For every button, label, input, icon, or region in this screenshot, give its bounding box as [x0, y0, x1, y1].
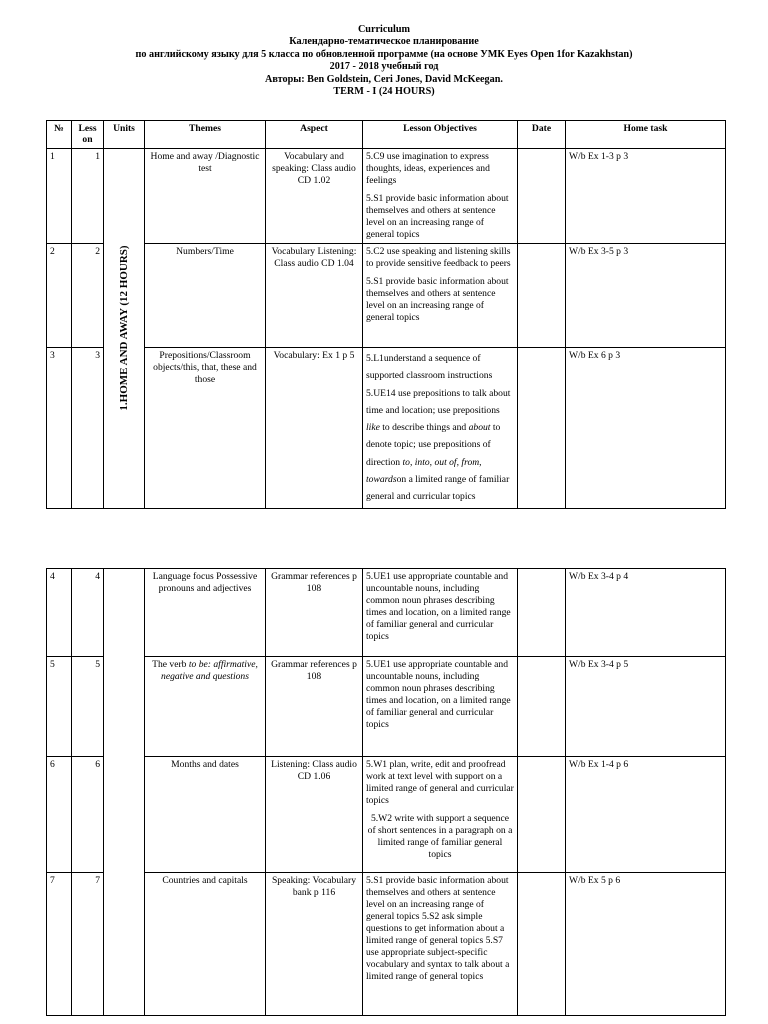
row-theme: Home and away /Diagnostic test — [145, 149, 266, 244]
row-objectives — [363, 244, 518, 348]
row-objectives — [363, 873, 518, 1016]
row-lesson: 7 — [72, 873, 104, 1016]
curriculum-table-1 — [46, 120, 726, 509]
objective: 5.W2 write with support a sequence of short sentences in a paragraph on a limited range of familiar general topics — [367, 813, 513, 860]
row-date — [518, 873, 566, 1016]
row-number: 3 — [47, 348, 72, 509]
row-home-task: W/b Ex 3-4 p 5 — [566, 657, 726, 757]
table-row — [47, 348, 726, 509]
row-date — [518, 657, 566, 757]
row-lesson: 2 — [72, 244, 104, 348]
row-aspect: Speaking: Vocabulary bank p 116 — [266, 873, 363, 1016]
col-header-lesson: Less on — [72, 121, 104, 149]
objective: 5.S1 provide basic information about themselves and others at sentence level on an increasing range of general topics — [366, 276, 509, 323]
row-objectives — [363, 657, 518, 757]
col-header-number: № — [47, 121, 72, 149]
row-home-task: W/b Ex 1-3 p 3 — [566, 149, 726, 244]
row-lesson: 6 — [72, 757, 104, 873]
unit-label: 1.HOME AND AWAY (12 HOURS) — [118, 245, 130, 411]
row-aspect: Vocabulary and speaking: Class audio CD 1.02 — [266, 149, 363, 244]
objective: 5.S2 ask simple questions to get information about a limited range of general topics — [366, 911, 505, 946]
row-number: 4 — [47, 569, 72, 657]
row-theme: Countries and capitals — [145, 873, 266, 1016]
row-lesson: 1 — [72, 149, 104, 244]
row-home-task: W/b Ex 1-4 p 6 — [566, 757, 726, 873]
table-row — [47, 149, 726, 244]
row-number: 5 — [47, 657, 72, 757]
table-header-row — [47, 121, 726, 149]
header-term: TERM - I (24 HOURS) — [333, 86, 435, 98]
document-header — [0, 24, 768, 98]
row-theme: The verb to be: affirmative, negative and questions — [145, 657, 266, 757]
row-date — [518, 569, 566, 657]
header-subtitle: Календарно-тематическое планирование — [289, 36, 479, 48]
curriculum-table-2 — [46, 568, 726, 1016]
row-aspect: Vocabulary: Ex 1 p 5 — [266, 348, 363, 509]
objective: 5.S1 provide basic information about themselves and others at sentence level on an increasing range of general topics — [366, 875, 509, 922]
row-lesson: 5 — [72, 657, 104, 757]
table-row — [47, 657, 726, 757]
row-theme: Language focus Possessive pronouns and adjectives — [145, 569, 266, 657]
col-header-themes: Themes — [145, 121, 266, 149]
col-header-objectives: Lesson Objectives — [363, 121, 518, 149]
row-objectives — [363, 757, 518, 873]
unit-cell — [104, 569, 145, 1016]
row-theme: Numbers/Time — [145, 244, 266, 348]
col-header-home-task: Home task — [566, 121, 726, 149]
row-aspect: Vocabulary Listening: Class audio CD 1.04 — [266, 244, 363, 348]
row-objectives: 5.L1understand a sequence of supported classroom instructions 5.UE14 use prepositions to talk about time and location; use prepositions like to describe things and about to denote topic; use prepositions of direction to, into, out of, from, towardson a limited range of familiar general and curricular topics — [363, 348, 518, 509]
objective: 5.UE1 use appropriate countable and uncountable nouns, including common noun phrases describing times and location, on a limited range of familiar general and curricular topics — [366, 659, 511, 730]
row-theme: Months and dates — [145, 757, 266, 873]
header-authors: Авторы: Ben Goldstein, Ceri Jones, David McKeegan. — [265, 73, 503, 85]
objective: 5.S7 use appropriate subject-specific vocabulary and syntax to talk about a limited range of general topics — [366, 935, 510, 982]
objective: 5.UE1 use appropriate countable and uncountable nouns, including common noun phrases describing times and location, on a limited range of familiar general and curricular topics — [366, 571, 511, 642]
row-date — [518, 149, 566, 244]
table-row — [47, 757, 726, 873]
objective: 5.C2 use speaking and listening skills to provide sensitive feedback to peers — [366, 246, 511, 269]
row-home-task: W/b Ex 3-4 p 4 — [566, 569, 726, 657]
header-program: по английскому языку для 5 класса по обновленной программе (на основе УМК Eyes Open 1for Kazakhstan) — [135, 48, 633, 60]
col-header-units: Units — [104, 121, 145, 149]
header-year: 2017 - 2018 учебный год — [329, 61, 439, 73]
row-home-task: W/b Ex 5 p 6 — [566, 873, 726, 1016]
row-number: 1 — [47, 149, 72, 244]
table-row — [47, 873, 726, 1016]
row-number: 7 — [47, 873, 72, 1016]
row-aspect: Grammar references p 108 — [266, 657, 363, 757]
objective: 5.S1 provide basic information about themselves and others at sentence level on an increasing range of general topics — [366, 193, 509, 240]
table-row — [47, 569, 726, 657]
col-header-date: Date — [518, 121, 566, 149]
row-home-task: W/b Ex 3-5 p 3 — [566, 244, 726, 348]
row-aspect: Listening: Class audio CD 1.06 — [266, 757, 363, 873]
row-objectives — [363, 149, 518, 244]
row-number: 2 — [47, 244, 72, 348]
row-home-task: W/b Ex 6 p 3 — [566, 348, 726, 509]
row-date — [518, 757, 566, 873]
row-lesson: 3 — [72, 348, 104, 509]
row-number: 6 — [47, 757, 72, 873]
row-date — [518, 348, 566, 509]
header-title: Curriculum — [357, 24, 411, 35]
table-row — [47, 244, 726, 348]
unit-cell — [104, 149, 145, 509]
objective: 5.C9 use imagination to express thoughts, ideas, experiences and feelings — [366, 151, 490, 186]
row-date — [518, 244, 566, 348]
row-aspect: Grammar references p 108 — [266, 569, 363, 657]
row-lesson: 4 — [72, 569, 104, 657]
objective: 5.W1 plan, write, edit and proofread work at text level with support on a limited range of general and curricular topics — [366, 759, 514, 806]
row-objectives — [363, 569, 518, 657]
row-theme: Prepositions/Classroom objects/this, that, these and those — [145, 348, 266, 509]
col-header-aspect: Aspect — [266, 121, 363, 149]
